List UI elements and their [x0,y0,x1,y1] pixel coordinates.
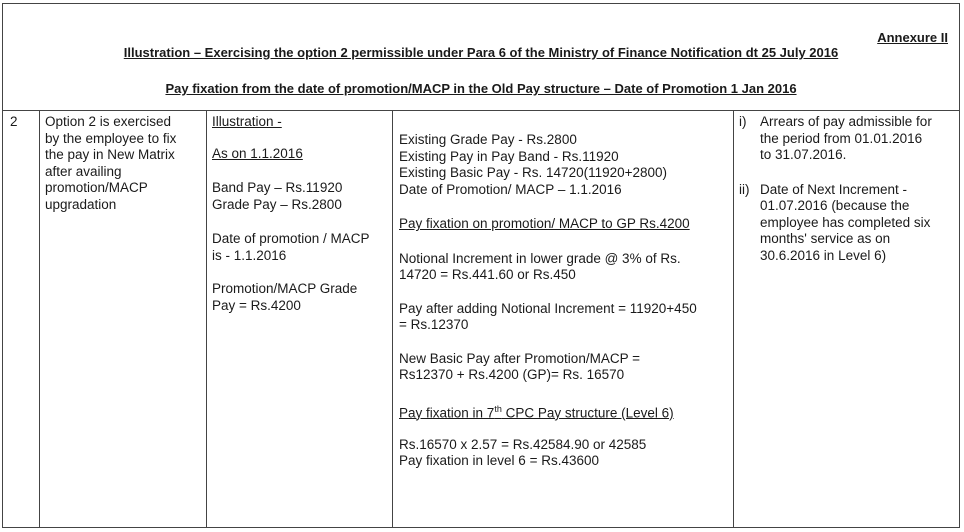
remark-line: employee has completed six [760,214,931,230]
existing-pay-band: Existing Pay in Pay Band - Rs.11920 [399,148,619,164]
remark-line: Arrears of pay admissible for [760,114,932,129]
new-basic-pay: New Basic Pay after Promotion/MACP = [399,350,640,366]
remark-line: 30.6.2016 in Level 6) [760,247,887,263]
pay-fixation-subtitle: Pay fixation from the date of promotion/MACP in the Old Pay structure – Date of Promotion 1 Jan 2016 [165,81,797,96]
annexure-label: Annexure II [877,30,948,45]
description-line: the pay in New Matrix [45,147,175,162]
description-line: Option 2 is exercised [45,114,172,129]
remark-marker: i) [739,114,747,129]
description-line: by the employee to fix [45,130,177,146]
promotion-grade-label: Promotion/MACP Grade [212,281,358,296]
pay-after-increment: Pay after adding Notional Increment = 11920+450 [399,300,697,316]
option-description [45,114,203,213]
remark-line: Date of Next Increment - [760,181,908,197]
date-of-promotion-label: Date of promotion / MACP [212,231,370,246]
promotion-grade-value: Pay = Rs.4200 [212,297,301,313]
remark-line: to 31.07.2016. [760,147,847,162]
grade-pay: Grade Pay – Rs.2800 [212,196,342,212]
multiplied-pay: Rs.16570 x 2.57 = Rs.42584.90 or 42585 [399,436,647,452]
description-line: promotion/MACP [45,180,148,195]
serial-number: 2 [10,114,18,129]
illustration-heading: Illustration - [212,114,282,129]
column-divider [206,111,207,528]
cpc-pay-fixation-heading: Pay fixation in 7th CPC Pay structure (Level 6) [399,403,674,420]
description-line: after availing [45,163,122,179]
remark-item [739,114,957,164]
illustration-column [212,114,390,314]
final-pay-level-6: Pay fixation in level 6 = Rs.43600 [399,453,599,468]
notional-increment-value: 14720 = Rs.441.60 or Rs.450 [399,267,576,282]
date-of-promotion: Date of Promotion/ MACP – 1.1.2016 [399,181,622,197]
pay-after-increment-value: = Rs.12370 [399,317,469,332]
remark-line: the period from 01.01.2016 [760,130,923,146]
new-basic-pay-value: Rs12370 + Rs.4200 (GP)= Rs. 16570 [399,367,625,382]
calculation-column [399,132,729,470]
existing-basic-pay: Existing Basic Pay - Rs. 14720(11920+2800) [399,165,668,180]
remark-item [739,182,957,265]
existing-grade-pay: Existing Grade Pay - Rs.2800 [399,132,577,147]
remark-marker: ii) [739,181,750,197]
as-on-date: As on 1.1.2016 [212,145,303,161]
date-of-promotion-value: is - 1.1.2016 [212,247,287,263]
remark-line: months' service as on [760,231,891,246]
column-divider [39,111,40,528]
description-line: upgradation [45,196,117,212]
column-divider [392,111,393,528]
notional-increment: Notional Increment in lower grade @ 3% of Rs. [399,250,681,266]
table-header [2,3,960,111]
illustration-title: Illustration – Exercising the option 2 permissible under Para 6 of the Ministry of Finance Notification dt 25 July 2016 [123,45,839,60]
remark-line: 01.07.2016 (because the [760,198,910,213]
band-pay: Band Pay – Rs.11920 [212,180,343,195]
column-divider [733,111,734,528]
pay-fixation-heading: Pay fixation on promotion/ MACP to GP Rs.4200 [399,216,690,231]
remarks-column [739,114,957,264]
